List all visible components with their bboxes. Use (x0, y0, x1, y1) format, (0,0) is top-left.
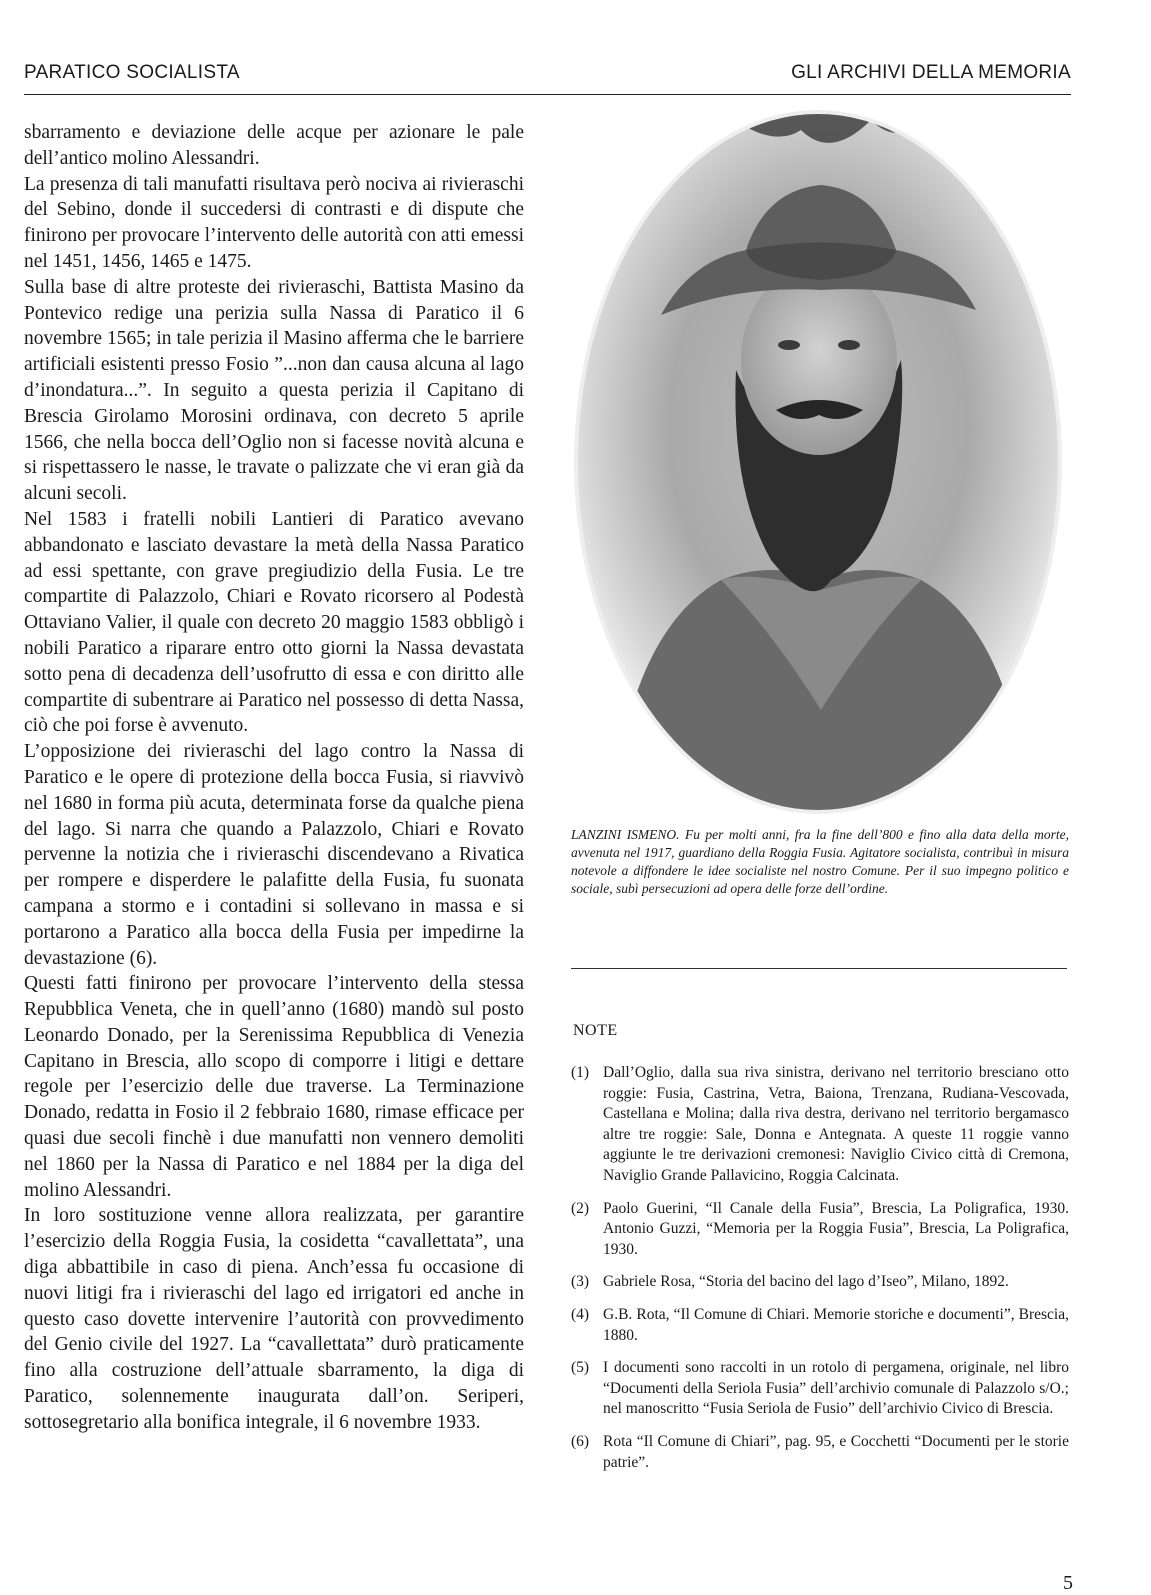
body-paragraph: sbarramento e deviazione delle acque per azionare le pale dell’antico molino Alessandri. (24, 122, 524, 169)
page-number: 5 (1063, 1572, 1073, 1594)
note-item (571, 1432, 1069, 1473)
note-number: (4) (571, 1305, 590, 1323)
body-paragraph: In loro sostituzione venne allora realizzata, per garantire l’esercizio della Roggia Fusia, la cosidetta “cavallettata”, una diga abbattibile in caso di piena. Anch’essa fu occasione di nuovi litigi fra i rivieraschi del lago ed irrigatori ed anche in questo caso dovette intervenire l’autorità con provvedimento del Genio civile del 1927. La “cavallettata” durò praticamente fino alla costruzione dell’attuale sbarramento, la diga di Paratico, solennemente inaugurata dall’on. Seriperi, sottosegretario alla bonifica integrale, il 6 novembre 1933. (24, 1205, 524, 1433)
note-number: (6) (571, 1432, 590, 1450)
section-divider (571, 968, 1067, 969)
note-number: (1) (571, 1064, 590, 1081)
running-header (24, 54, 1071, 95)
note-item (571, 1358, 1069, 1420)
notes-heading: NOTE (573, 1022, 618, 1039)
header-right-title: GLI ARCHIVI DELLA MEMORIA (791, 62, 1071, 83)
note-text: Dall’Oglio, dalla sua riva sinistra, derivano nel territorio bresciano otto roggie: Fusia, Castrina, Vetra, Baiona, Trenzana, Rudiana-Vescovada, Castellana e Molina; dalla riva destra, derivano nel territorio bergamasco altre tre roggie: Sale, Donna e Antegnata. A queste 11 roggie vanno aggiunte le tre derivazioni cremonesi: Naviglio Civico città di Cremona, Naviglio Grande Pallavicino, Roggia Calcinata. (603, 1064, 1069, 1184)
body-paragraph: Sulla base di altre proteste dei rivieraschi, Battista Masino da Pontevico redige una perizia sulla Nassa di Paratico il 6 novembre 1565; in tale perizia il Masino afferma che le barriere artificiali esistenti presso Fosio ”...non dan causa alcuna al lago d’inondatura...”. In seguito a questa perizia il Capitano di Brescia Girolamo Morosini ordinava, con decreto 5 aprile 1566, che nella bocca dell’Oglio non si facesse novità alcuna e si rispettassero le nasse, le travate o palizzate che vi eran già da alcuni secoli. (24, 276, 524, 505)
note-item (571, 1063, 1069, 1187)
note-text: Gabriele Rosa, “Storia del bacino del lago d’Iseo”, Milano, 1892. (603, 1273, 1009, 1291)
body-paragraph: L’opposizione dei rivieraschi del lago contro la Nassa di Paratico e le opere di protezione della bocca Fusia, si riavvivò nel 1680 in forma più acuta, determinata forse da qualche piena del lago. Si narra che quando a Palazzolo, Chiari e Rovato pervenne la notizia che i rivieraschi discendevano a Rivatica per rompere e disperdere le palafitte della Fusia, fu suonata campana a stormo e i contadini si sollevano in massa e si portarono a Paratico alla bocca della Fusia per impedirne la devastazione (6). (24, 741, 524, 969)
body-paragraph: Nel 1583 i fratelli nobili Lantieri di Paratico avevano abbandonato e lasciato devastare la metà della Nassa Paratico ad essi spettante, con grave pregiudizio della Fusia. Le tre compartite di Palazzolo, Chiari e Rovato ricorsero al Podestà Ottaviano Valier, il quale con decreto 20 maggio 1583 obbligò i nobili Paratico a riparare entro otto giorni la Nassa devastata sotto pena di decadenza dell’usofrutto di essa e con diritto alle compartite di subentrare ai Paratico nel possesso di detta Nassa, ciò che poi forse è avvenuto. (24, 508, 524, 737)
note-text: Paolo Guerini, “Il Canale della Fusia”, Brescia, La Poligrafica, 1930. Antonio Guzzi, “Memoria per la Roggia Fusia”, Brescia, La Poligrafica, 1930. (603, 1199, 1069, 1258)
photo-caption: LANZINI ISMENO. Fu per molti anni, fra la fine dell’800 e fino alla data della morte, avvenuta nel 1917, guardiano della Roggia Fusia. Agitatore socialista, contribuì in misura notevole a diffondere le idee socialiste nel nostro Comune. Per il suo impegno politico e sociale, subì persecuzioni ad opera delle forze dell’ordine. (571, 827, 1069, 896)
note-text: G.B. Rota, “Il Comune di Chiari. Memorie storiche e documenti”, Brescia, 1880. (603, 1305, 1069, 1344)
note-text: I documenti sono raccolti in un rotolo di pergamena, originale, nel libro “Documenti della Seriola Fusia” dell’archivio comunale di Palazzolo s/O.; nel manoscritto “Fusia Seriola de Fusio” dell’archivio Civico di Brescia. (603, 1359, 1069, 1418)
note-number: (3) (571, 1273, 590, 1291)
note-number: (5) (571, 1359, 590, 1377)
note-item (571, 1199, 1069, 1261)
body-paragraph: Questi fatti finirono per provocare l’intervento della stessa Repubblica Veneta, che in quell’anno (1680) mandò sul posto Leonardo Donado, per la Serenissima Repubblica di Venezia Capitano in Brescia, allo scopo di comporre i litigi e dettare regole per l’esercizio delle due traverse. La Terminazione Donado, redatta in Fosio il 2 febbraio 1680, rimase efficace per quasi due secoli finchè i due manufatti non vennero demoliti nel 1860 per la Nassa di Paratico e nel 1884 per la diga del molino Alessandri. (24, 973, 524, 1201)
portrait-photo (571, 110, 1066, 815)
notes-list (571, 1063, 1069, 1485)
note-number: (2) (571, 1199, 590, 1217)
note-item (571, 1272, 1069, 1293)
note-text: Rota “Il Comune di Chiari”, pag. 95, e Cocchetti “Documenti per le storie patrie”. (603, 1432, 1069, 1471)
header-left-title: PARATICO SOCIALISTA (24, 62, 240, 83)
portrait-illustration (571, 110, 1066, 815)
body-text-column (24, 120, 524, 1436)
body-paragraph: La presenza di tali manufatti risultava però nociva ai rivieraschi del Sebino, donde il succedersi di contrasti e di dispute che finirono per provocare l’intervento delle autorità con atti emessi nel 1451, 1456, 1465 e 1475. (24, 173, 524, 272)
note-item (571, 1305, 1069, 1346)
